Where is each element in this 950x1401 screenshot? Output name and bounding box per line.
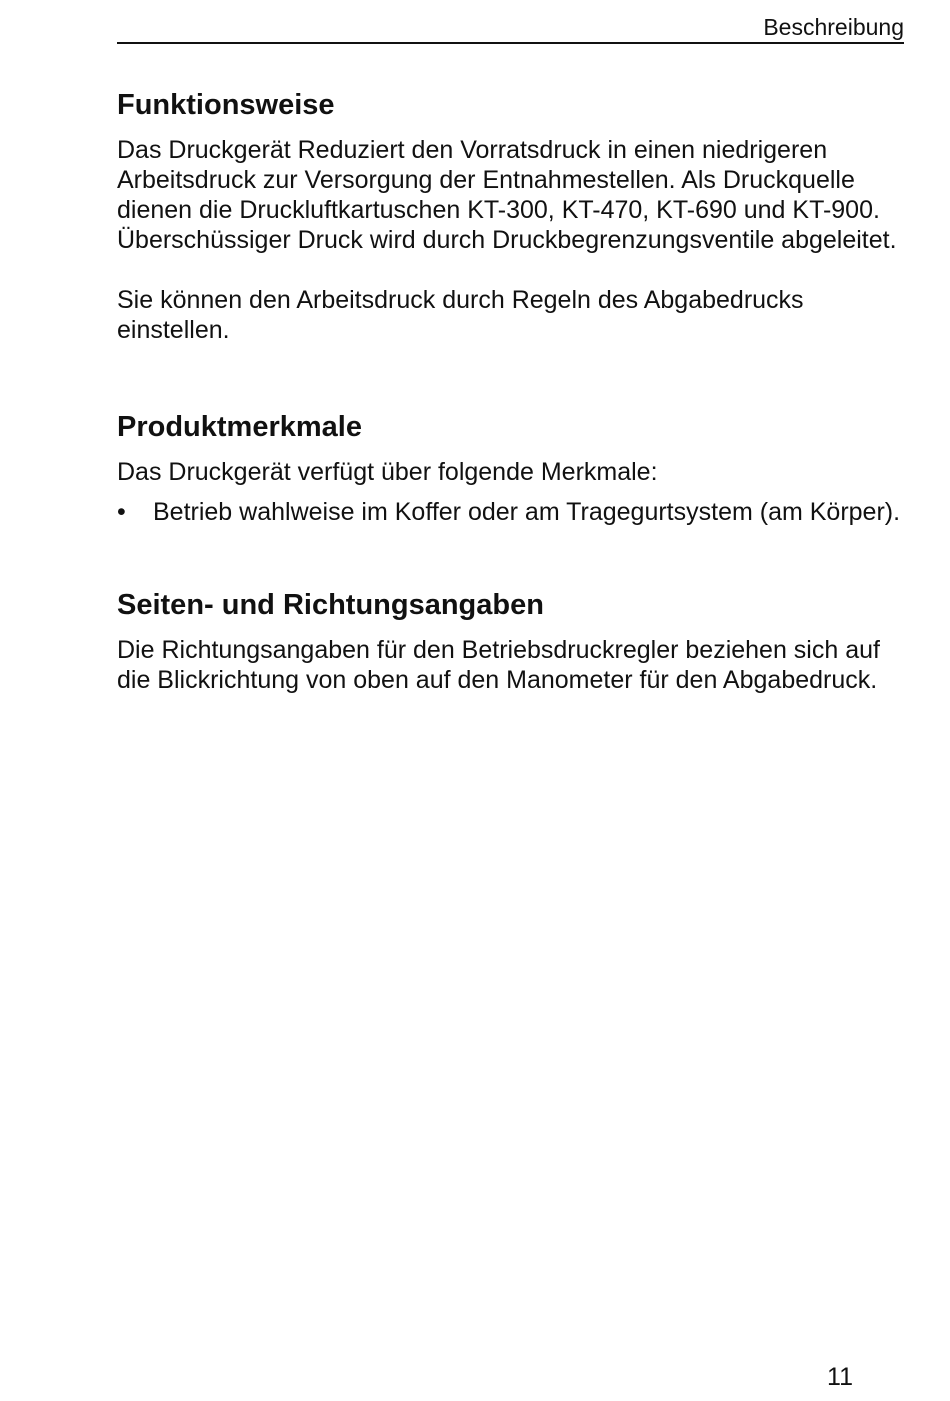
paragraph-direction-info: Die Richtungsangaben für den Betriebsdruckregler beziehen sich auf die Blickrichtung von oben auf den Manometer für den Abgabedruck.: [117, 636, 880, 694]
list-item: [117, 497, 907, 527]
section-heading-richtungsangaben: Seiten- und Richtungsangaben: [117, 589, 544, 621]
list-item-text: Betrieb wahlweise im Koffer oder am Tragegurtsystem (am Körper).: [153, 498, 901, 526]
section-richtungsangaben: [117, 587, 907, 695]
bullet-icon: •: [117, 498, 126, 526]
page-content: [117, 87, 907, 695]
section-produktmerkmale: [117, 409, 907, 527]
running-header: [117, 14, 904, 44]
feature-list: [117, 497, 907, 527]
section-heading-produktmerkmale: Produktmerkmale: [117, 411, 362, 443]
section-funktionsweise: [117, 87, 907, 345]
running-header-title: Beschreibung: [763, 14, 904, 40]
section-heading-funktionsweise: Funktionsweise: [117, 89, 335, 121]
page-number: 11: [827, 1363, 853, 1391]
paragraph-working-pressure: Sie können den Arbeitsdruck durch Regeln des Abgabedrucks einstellen.: [117, 286, 804, 344]
paragraph-function-description: Das Druckgerät Reduziert den Vorratsdruck in einen niedrigeren Arbeitsdruck zur Versorgung der Entnahmestellen. Als Druckquelle dienen die Druckluftkartuschen KT-300, KT-470, KT-690 und KT-900. Überschüssiger Druck wird durch Druckbegrenzungsventile abgeleitet.: [117, 136, 897, 254]
paragraph-features-intro: Das Druckgerät verfügt über folgende Merkmale:: [117, 458, 658, 486]
